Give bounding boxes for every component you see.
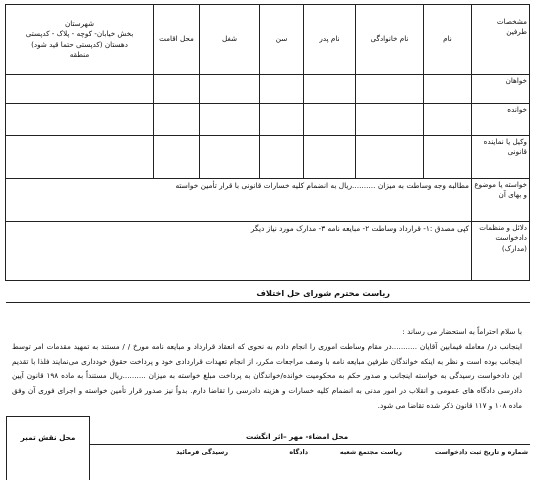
address-line-2: بخش خیابان- کوچه - پلاک - کدپستی: [25, 29, 134, 39]
greeting: با سلام احتراماً به استحضار می رساند :: [402, 327, 522, 336]
registration-strip: [90, 444, 530, 481]
table-header-row: [6, 5, 530, 75]
attorney-first-name-field[interactable]: [424, 136, 472, 179]
header-residence: محل اقامت: [154, 5, 200, 75]
plaintiff-address-field[interactable]: [6, 75, 154, 104]
attorney-age-field[interactable]: [260, 136, 304, 179]
stamp-box: محل نقش تمبر: [6, 416, 90, 480]
attorney-job-field[interactable]: [200, 136, 260, 179]
header-last-name: نام خانوادگی: [356, 5, 424, 75]
plaintiff-residence-field[interactable]: [154, 75, 200, 104]
claim-text: مطالبه وجه وساطت به میزان ..........ریال به انضمام کلیه خسارات قانونی با قرار تأمین خواسته: [6, 179, 472, 222]
address-line-1: شهرستان: [65, 18, 94, 28]
defendant-residence-field[interactable]: [154, 104, 200, 136]
attorney-residence-field[interactable]: [154, 136, 200, 179]
attorney-last-name-field[interactable]: [356, 136, 424, 179]
petition-body: [6, 325, 530, 414]
plaintiff-age-field[interactable]: [260, 75, 304, 104]
claim-row: [6, 179, 530, 222]
defendant-label: خوانده: [472, 104, 530, 136]
plaintiff-label: خواهان: [472, 75, 530, 104]
address-line-4: منطقه: [69, 49, 90, 59]
defendant-last-name-field[interactable]: [356, 104, 424, 136]
claim-label: خواسته یا موضوع و بهای آن: [472, 179, 530, 222]
signature-area: [6, 416, 530, 480]
parties-table: [5, 4, 530, 281]
attorney-address-field[interactable]: [6, 136, 154, 179]
attorney-father-name-field[interactable]: [304, 136, 356, 179]
review-label: رسیدگی فرمائید: [176, 448, 228, 456]
plaintiff-last-name-field[interactable]: [356, 75, 424, 104]
court-label: دادگاه: [289, 448, 308, 456]
evidence-row: [6, 222, 530, 281]
defendant-first-name-field[interactable]: [424, 104, 472, 136]
header-job: شغل: [200, 5, 260, 75]
complex-branch-label: ریاست مجتمع شعبه: [339, 448, 402, 456]
attorney-label: وکیل یا نماینده قانونی: [472, 136, 530, 179]
defendant-job-field[interactable]: [200, 104, 260, 136]
defendant-father-name-field[interactable]: [304, 104, 356, 136]
header-father-name: نام پدر: [304, 5, 356, 75]
defendant-age-field[interactable]: [260, 104, 304, 136]
header-first-name: نام: [424, 5, 472, 75]
header-address: [6, 5, 154, 75]
address-line-3: دهستان (کدپستی حتما قید شود): [31, 39, 128, 49]
evidence-label: دلائل و منظمات دادخواست (مدارک): [472, 222, 530, 281]
plaintiff-row: [6, 75, 530, 104]
plaintiff-father-name-field[interactable]: [304, 75, 356, 104]
signature-label: محل امضاء- مهر –اثر انگشت: [246, 432, 349, 441]
attorney-row: [6, 136, 530, 179]
petition-paragraph: اینجانب در/ معامله فیمابین آقایان ...........در مقام وساطت اموری را انجام دادم به نحوی که انعقاد قرارداد و مبایعه نامه مورخ / / مستند به تمهید مقدمات امر توسط اینجانب بوده است و نظر به اینکه خواندگان طرفین مبایعه نامه با وصف مراجعات مکرر، از انجام تعهدات قراردادی خود و پرداخت حقوق خودداری می‌نمایند فلذا با تقدیم این دادخواست رسیدگی به خواسته اینجانب و صدور حکم به محکومیت خوانده/خواندگان به پرداخت مبلغ خواسته به میزان ..........ریال مستنداً به ماده ۱۹۸ قانون آیین دادرسی دادگاه های عمومی و انقلاب در امور مدنی به انضمام کلیه خسارات و هزینه دادرسی را تقاضا دارم. بدواً نیز صدور قرار تأمین خواسته و اجرای فوری آن وفق ماده ۱۰۸ و ۱۱۷ قانون ذکر شده تقاضا می شود.: [12, 341, 522, 410]
evidence-text: کپی مصدق :۱- قرارداد وساطت ۲- مبایعه نامه ۳- مدارک مورد نیاز دیگر: [6, 222, 472, 281]
defendant-row: [6, 104, 530, 136]
plaintiff-first-name-field[interactable]: [424, 75, 472, 104]
defendant-address-field[interactable]: [6, 104, 154, 136]
header-age: سن: [260, 5, 304, 75]
header-specs: مشخصات طرفین: [472, 5, 530, 75]
section-title: ریاست محترم شورای حل اختلاف: [6, 283, 530, 303]
registration-number-label: شماره و تاریخ ثبت دادخواست: [434, 448, 528, 456]
plaintiff-job-field[interactable]: [200, 75, 260, 104]
